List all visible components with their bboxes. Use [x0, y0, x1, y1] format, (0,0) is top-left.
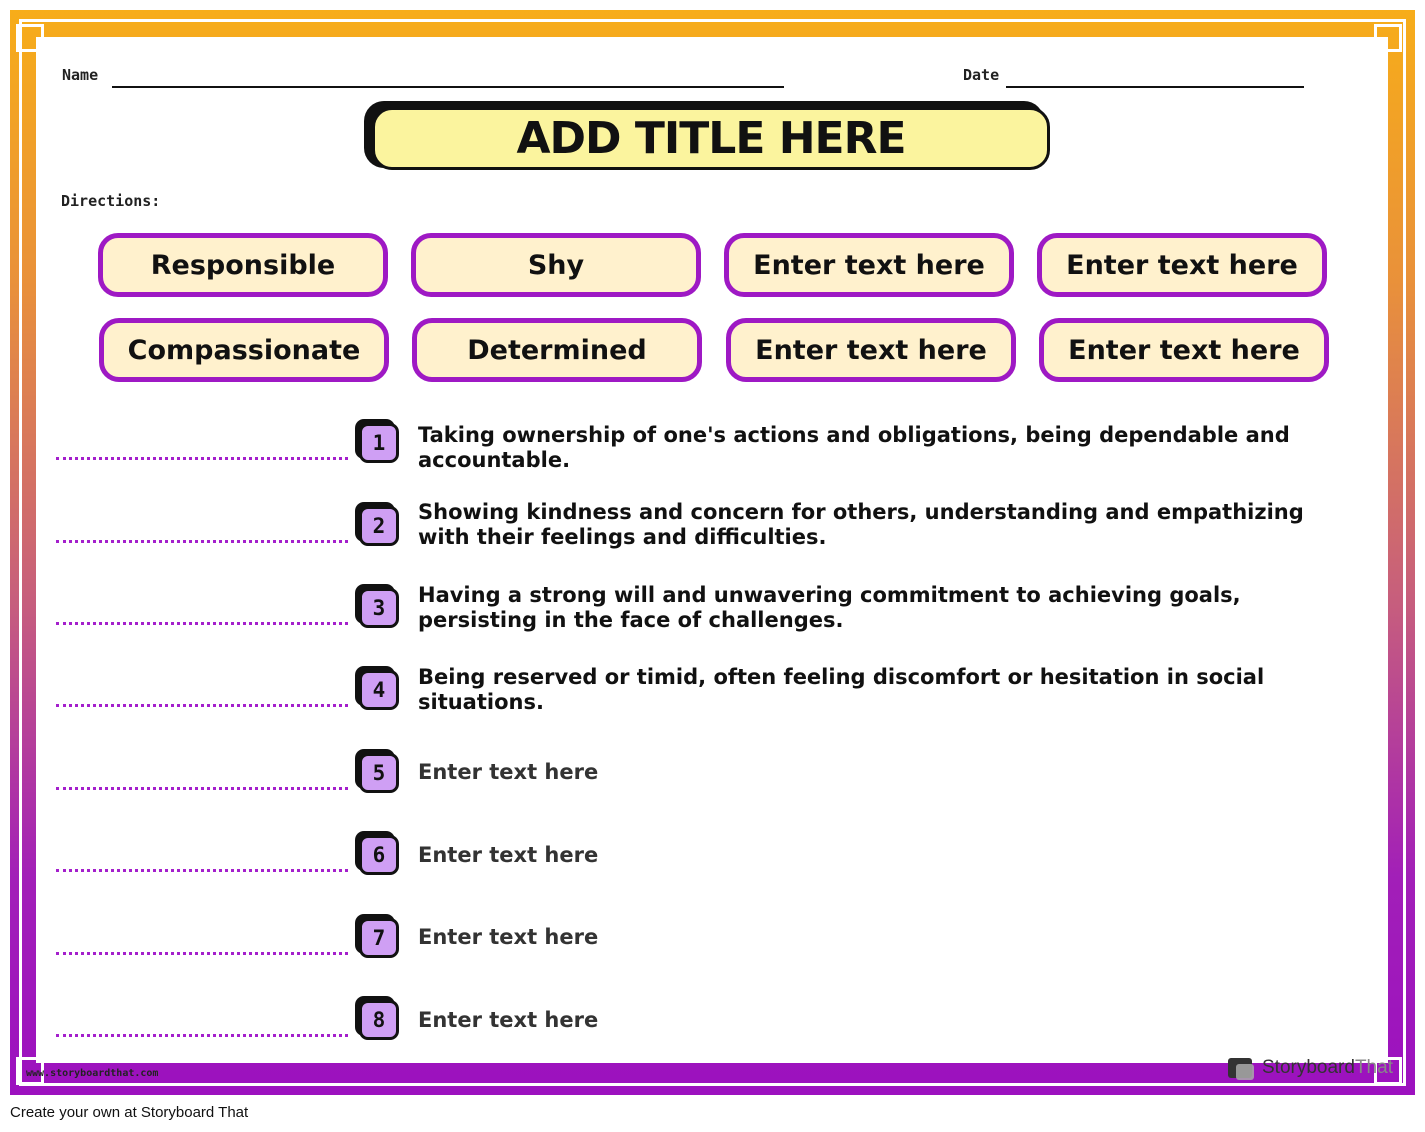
number-badge: 5: [359, 753, 399, 793]
logo-storyboard: Storyboard: [1262, 1057, 1355, 1078]
page-title: ADD TITLE HERE: [516, 113, 906, 164]
footer-url[interactable]: www.storyboardthat.com: [26, 1068, 159, 1079]
definition-text: Taking ownership of one's actions and obligations, being dependable and accountable.: [418, 423, 1290, 472]
number-badge: 7: [359, 918, 399, 958]
answer-line-2[interactable]: [56, 540, 348, 543]
number-badge: 3: [359, 588, 399, 628]
word-bank-item[interactable]: Enter text here: [724, 233, 1014, 297]
date-label: Date: [963, 66, 1000, 84]
number-badge: 4: [359, 670, 399, 710]
name-line[interactable]: [112, 86, 784, 88]
definition-text[interactable]: Enter text here: [418, 1008, 599, 1032]
answer-line-7[interactable]: [56, 952, 348, 955]
name-label: Name: [62, 66, 99, 84]
word-bank-item[interactable]: Enter text here: [1037, 233, 1327, 297]
definition-text[interactable]: Enter text here: [418, 760, 599, 784]
number-badge: 1: [359, 423, 399, 463]
word-bank-item[interactable]: Enter text here: [726, 318, 1016, 382]
answer-line-8[interactable]: [56, 1034, 348, 1037]
definition-text: Being reserved or timid, often feeling discomfort or hesitation in social situations.: [418, 665, 1265, 714]
word-bank-item[interactable]: Shy: [411, 233, 701, 297]
definition-text[interactable]: Enter text here: [418, 925, 599, 949]
answer-line-1[interactable]: [56, 457, 348, 460]
answer-line-5[interactable]: [56, 787, 348, 790]
storyboardthat-logo[interactable]: [1228, 1055, 1393, 1081]
word-bank-item[interactable]: Determined: [412, 318, 702, 382]
answer-line-4[interactable]: [56, 704, 348, 707]
definition-text: Showing kindness and concern for others, understanding and empathizing with their feelings and difficulties.: [418, 500, 1304, 549]
answer-line-6[interactable]: [56, 869, 348, 872]
directions-label: Directions:: [61, 192, 161, 210]
title-box[interactable]: [372, 107, 1050, 170]
definition-text[interactable]: Enter text here: [418, 843, 599, 867]
worksheet-page: [36, 37, 1388, 1063]
speech-bubble-icon: [1228, 1058, 1252, 1078]
date-line[interactable]: [1006, 86, 1304, 88]
number-badge: 6: [359, 835, 399, 875]
create-your-own-link[interactable]: Create your own at Storyboard That: [10, 1104, 249, 1121]
word-bank-item[interactable]: Responsible: [98, 233, 388, 297]
word-bank-item[interactable]: Compassionate: [99, 318, 389, 382]
number-badge: 8: [359, 1000, 399, 1040]
number-badge: 2: [359, 506, 399, 546]
answer-line-3[interactable]: [56, 622, 348, 625]
logo-that: That: [1354, 1057, 1393, 1078]
definition-text: Having a strong will and unwavering commitment to achieving goals, persisting in the face of challenges.: [418, 583, 1241, 632]
word-bank-item[interactable]: Enter text here: [1039, 318, 1329, 382]
logo-text: [1262, 1057, 1393, 1079]
